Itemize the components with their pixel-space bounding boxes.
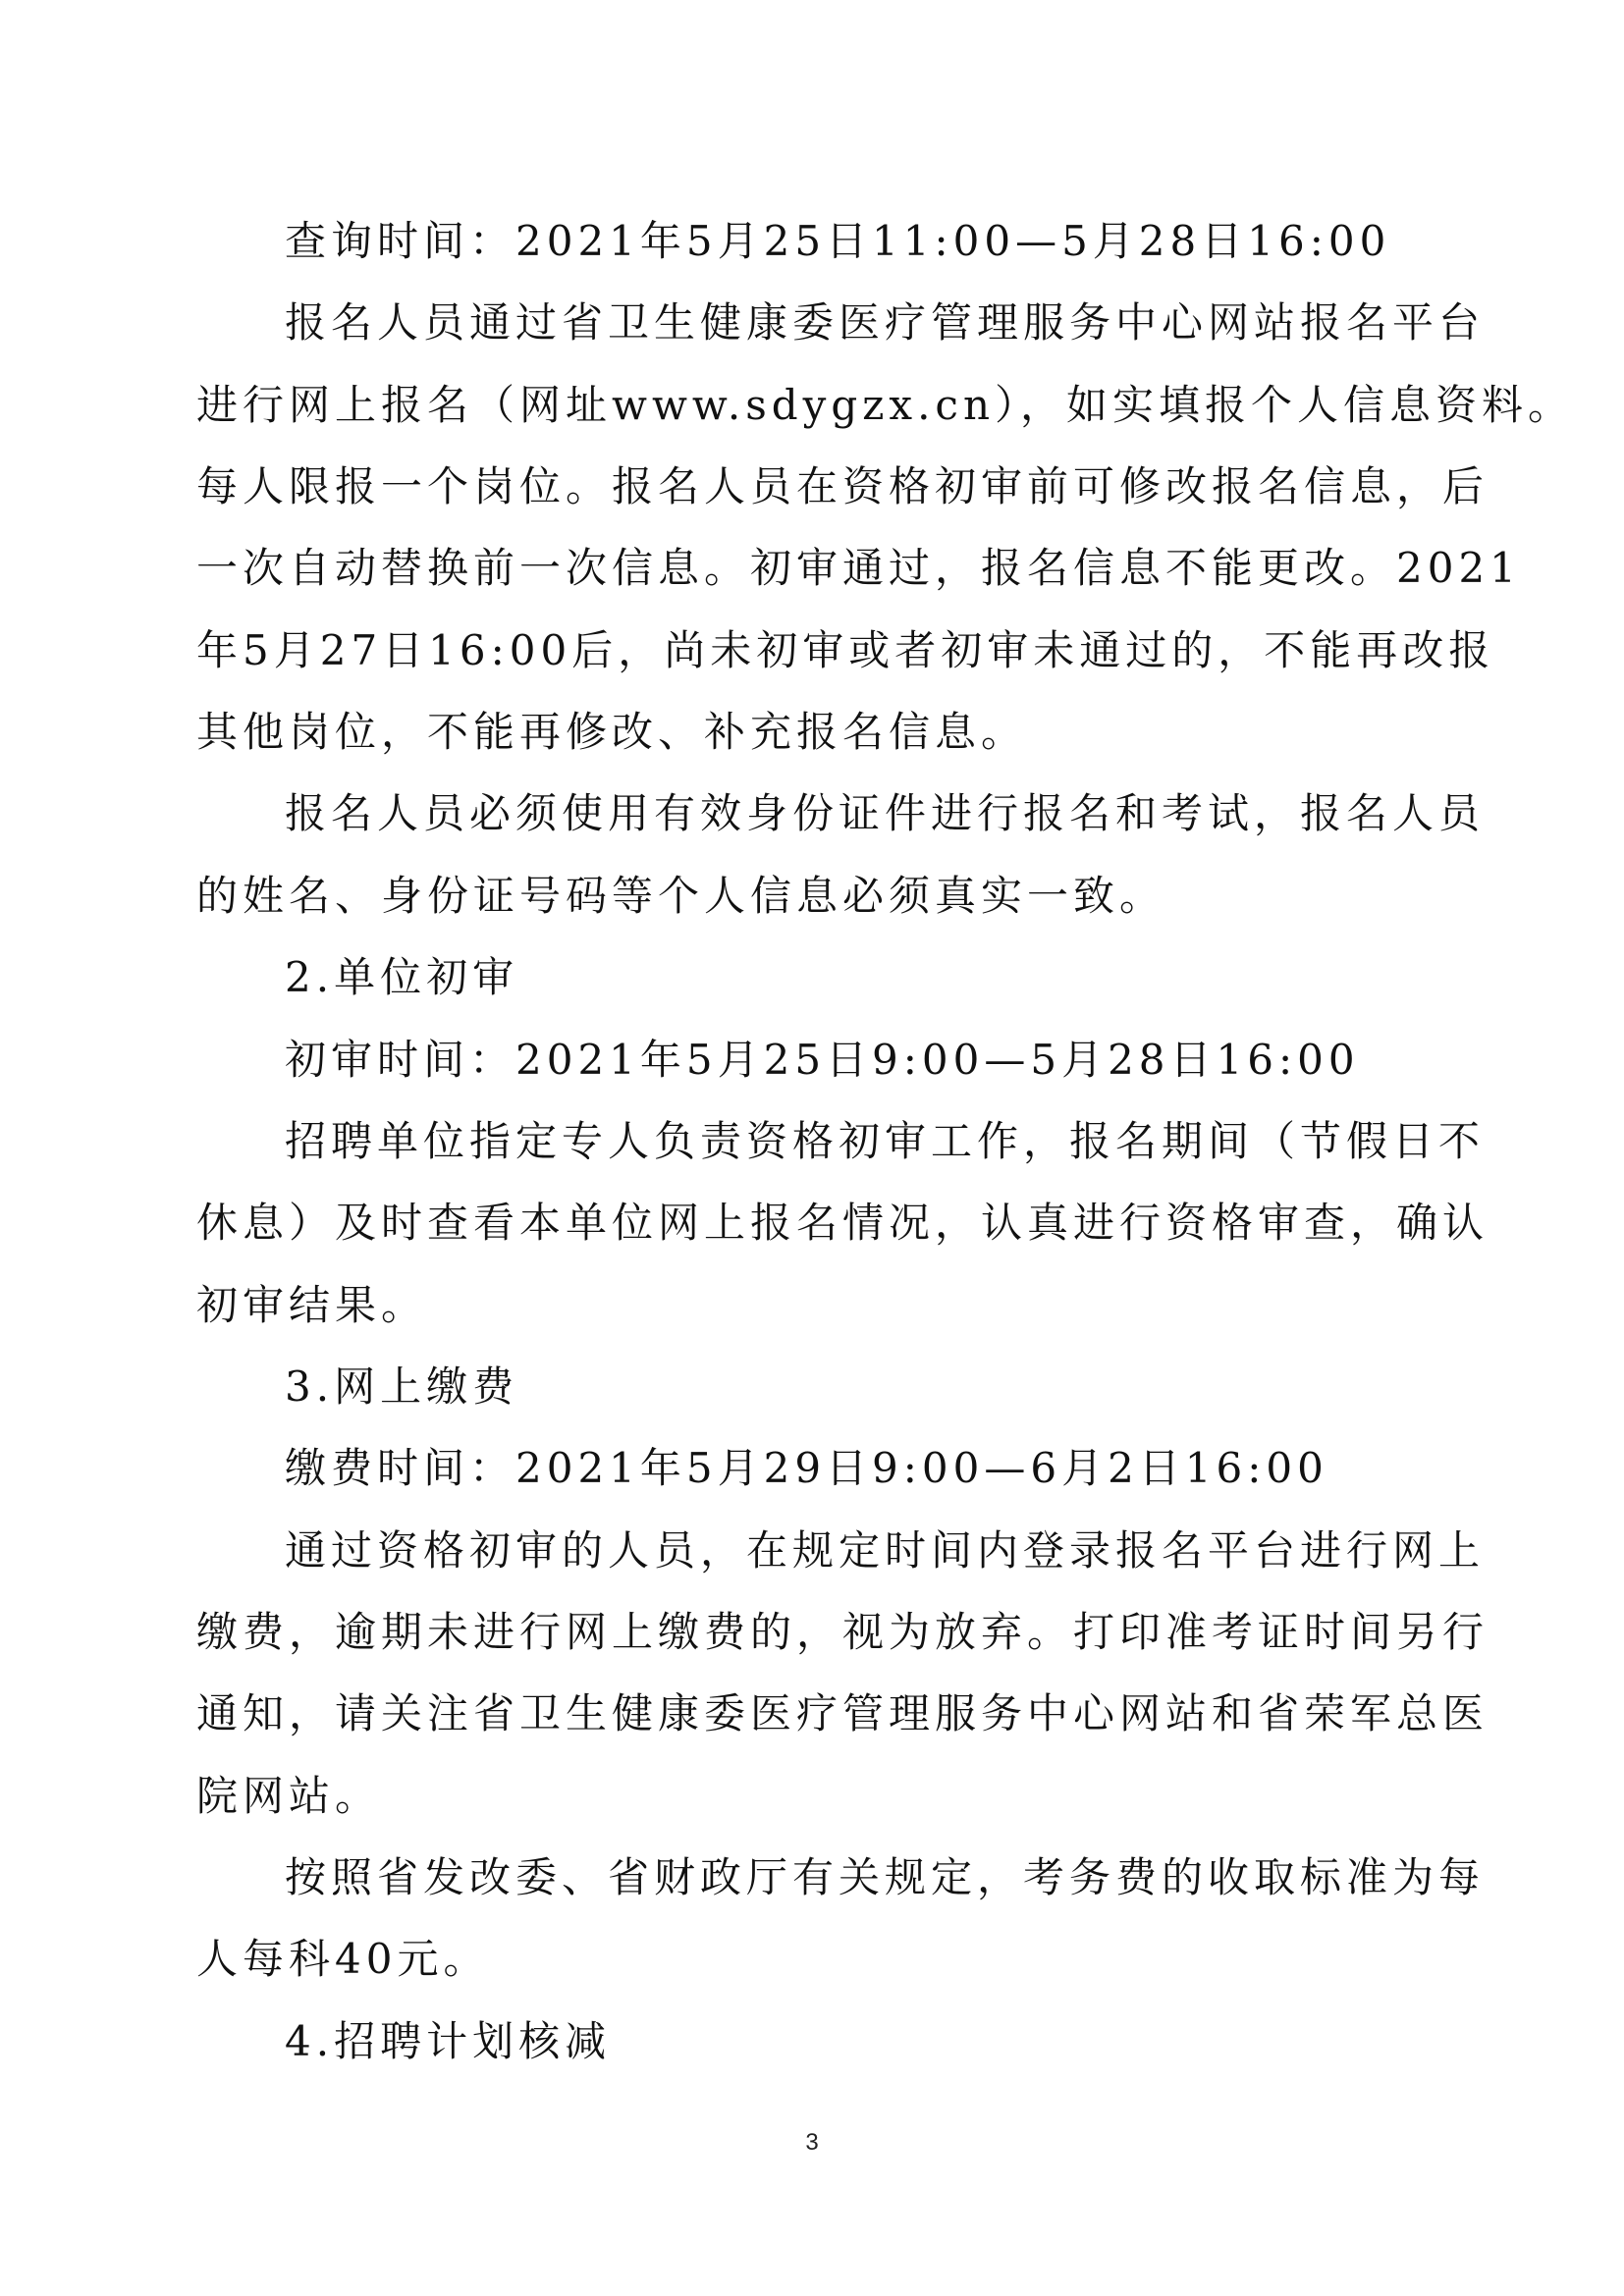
paragraph-line: 进行网上报名（网址www.sdygzx.cn），如实填报个人信息资料。 — [196, 381, 1575, 429]
paragraph-line: 一次自动替换前一次信息。初审通过，报名信息不能更改。2021 — [196, 544, 1521, 592]
query-time-line: 查询时间：2021年5月25日11:00—5月28日16:00 — [285, 217, 1391, 265]
paragraph-line: 通知，请关注省卫生健康委医疗管理服务中心网站和省荣军总医 — [196, 1689, 1489, 1737]
paragraph-line: 的姓名、身份证号码等个人信息必须真实一致。 — [196, 872, 1166, 920]
paragraph-line: 缴费，逾期未进行网上缴费的，视为放弃。打印准考证时间另行 — [196, 1608, 1489, 1656]
paragraph-line: 其他岗位，不能再修改、补充报名信息。 — [196, 708, 1028, 756]
payment-time-line: 缴费时间：2021年5月29日9:00—6月2日16:00 — [285, 1444, 1328, 1492]
paragraph-line: 报名人员通过省卫生健康委医疗管理服务中心网站报名平台 — [285, 298, 1486, 347]
page-number: 3 — [805, 2129, 819, 2156]
paragraph-line: 休息）及时查看本单位网上报名情况，认真进行资格审查，确认 — [196, 1199, 1489, 1247]
paragraph-line: 每人限报一个岗位。报名人员在资格初审前可修改报名信息，后 — [196, 462, 1489, 510]
paragraph-line: 招聘单位指定专人负责资格初审工作，报名期间（节假日不 — [285, 1117, 1486, 1165]
section-heading: 2.单位初审 — [285, 953, 519, 1001]
paragraph-line: 按照省发改委、省财政厅有关规定，考务费的收取标准为每 — [285, 1853, 1486, 1901]
section-heading: 4.招聘计划核减 — [285, 2017, 612, 2065]
initial-review-time-line: 初审时间：2021年5月25日9:00—5月28日16:00 — [285, 1036, 1360, 1084]
paragraph-line: 院网站。 — [196, 1772, 382, 1820]
section-heading: 3.网上缴费 — [285, 1362, 519, 1411]
paragraph-line: 通过资格初审的人员，在规定时间内登录报名平台进行网上 — [285, 1526, 1486, 1575]
paragraph-line: 初审结果。 — [196, 1281, 428, 1329]
paragraph-line: 人每科40元。 — [196, 1935, 490, 1983]
paragraph-line: 年5月27日16:00后，尚未初审或者初审未通过的，不能再改报 — [196, 626, 1495, 674]
paragraph-line: 报名人员必须使用有效身份证件进行报名和考试，报名人员 — [285, 789, 1486, 837]
